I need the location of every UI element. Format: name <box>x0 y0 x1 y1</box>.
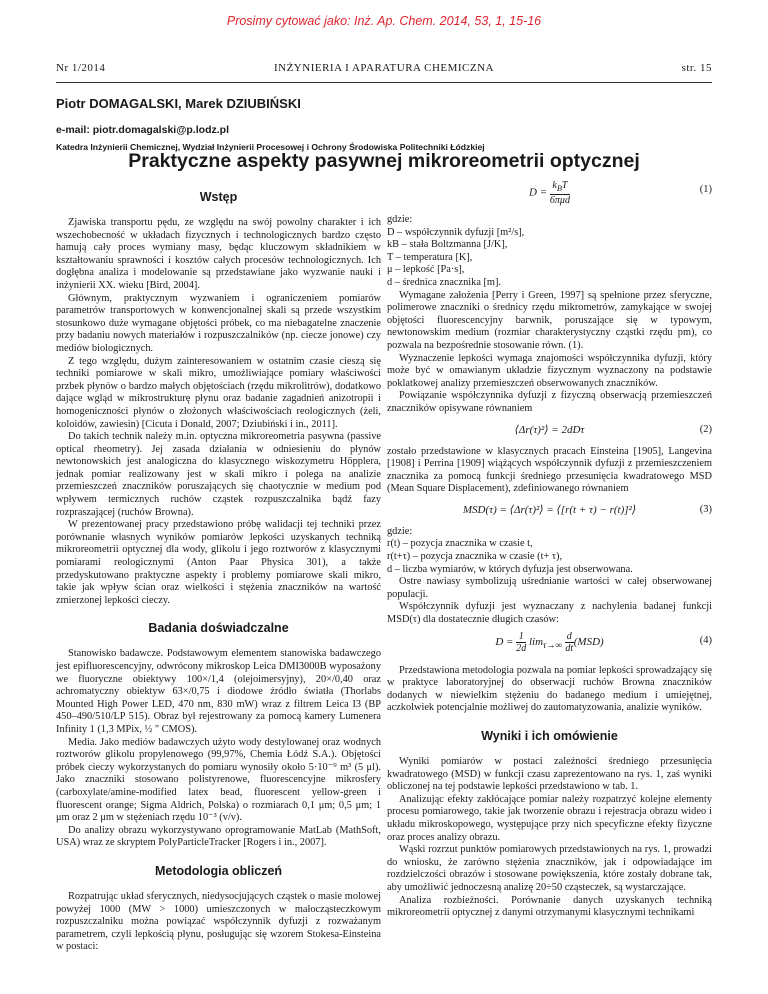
equation-number: (4) <box>699 634 712 646</box>
definition: kB – stała Boltzmanna [J/K], <box>387 239 508 251</box>
paragraph: Media. Jako mediów badawczych użyto wody destylowanej oraz wodnych roztworów glikolu propylenowego (99,97%, Chemia Łódź S.A.). Objętości próbek cieczy wykorzystanych do pomiaru wynosiły około 5·10⁻⁹ m³ (5 μl). Jako znaczniki stosowano polistyrenowe, fluorescencyjne mikrosfery (carboxylate/amine-modified latex bead, fluorescent yellow-green i fluorescent orange; Sigma Aldrich, Polska) o rozmiarach 0,1 μm; 0,5 μm; 1 μm oraz 2 μm w stężeniach rzędu 10⁻³ (v/v). <box>56 736 381 824</box>
definition: μ – lepkość [Pa·s], <box>387 264 465 276</box>
equation-2: ⟨Δr(τ)²⟩ = 2dDτ (2) <box>514 423 712 436</box>
paragraph: Zjawiska transportu pędu, ze względu na swój powolny charakter i ich wszechobecność w układach fizycznych i technologicznych bardzo często hamują cały proces wymiany masy, będąc kluczowym składnikiem w kształtowaniu sprawności i kosztów całych procesów technologicznych. Ich dogłębna analiza i modelowanie są przedstawiane jako wyzwanie nauki i inżynierii XX. wieku [Bird, 2004]. <box>56 217 381 291</box>
equation-1: D = $\frac{k_BT}{\text{6πμd}}$ (1) <box>529 180 712 206</box>
paragraph: Rozpatrując układ sferycznych, niedysocjujących cząstek o masie molowej powyżej 1000 (MW > 1000) umieszczonych w małocząsteczkowym rozpuszczalniku można powiązać współczynnik dyfuzji z rozważanym parametrem, czyli lepkością płynu, posługując się wzorem Stokesa-Einsteina w postaci: <box>56 890 381 953</box>
equation-number: (1) <box>699 184 712 195</box>
equation-3: MSD(τ) = ⟨Δr(τ)²⟩ = ⟨[r(t + τ) − r(t)]²⟩ (3) <box>462 503 712 516</box>
definition: d – liczba wymiarów, w których dyfuzja jest obserwowana. <box>387 563 633 575</box>
paragraph: Do takich technik należy m.in. optyczna mikroreometria pasywna (passive optical rheometry). Jej zasada działania w odniesieniu do płynów newtonowskich jest analogiczna do klasycznego wiskozymetru Höpplera, jednak pomiar realizowany jest w skali mikro i polega na analizie przemieszczeń znaczników poruszających się chaotycznie w medium pod wpływem termicznych ruchów cząstek rozpuszczalnika bądź fazy rozpraszającej (ruchów Browna). <box>56 431 381 518</box>
equation-number: (3) <box>699 503 712 515</box>
paragraph: Wyznaczenie lepkości wymaga znajomości współczynnika dyfuzji, który może być w omawianym układzie fizycznym wyznaczony na podstawie poklatkowej analizy przemieszczeń obserwowanych znaczników. <box>387 352 712 389</box>
paper-title: Praktyczne aspekty pasywnej mikroreometrii optycznej <box>128 150 640 172</box>
equation-4: D = $\frac{1}{2d}$ $\lim_{\tau\to\infty}$ $\frac{d}{dt}$ (MSD) (4) <box>495 630 712 654</box>
definition: D – współczynnik dyfuzji [m²/s], <box>387 226 525 238</box>
journal-name: INŻYNIERIA I APARATURA CHEMICZNA <box>273 62 495 74</box>
citation-note: Prosimy cytować jako: Inż. Ap. Chem. 2014, 53, 1, 15-16 <box>226 14 542 28</box>
paragraph: Analiza rozbieżności. Porównanie danych uzyskanych techniką mikroreometrii optycznej z danymi otrzymanymi klasycznymi technikami <box>387 894 712 919</box>
paragraph: Wąski rozrzut punktów pomiarowych przedstawionych na rys. 1, prowadzi do wniosku, że zarówno stężenia znaczników, jak i odpowiadające im rozdzielczości obrazów i stosowane powiększenia, które zostały dobrane tak, aby umożliwić jednoczesną analizę 20÷50 cząsteczek, są wystarczające. <box>387 844 712 893</box>
paragraph: Z tego względu, dużym zainteresowaniem w ostatnim czasie cieszą się techniki pomiarowe w skali mikro, umożliwiające pomiary właściwości przbek płynów o bardzo małych objętościach (rzędu mikrolitrów), dodatkowo dające wgląd w mikrostrukturę płynu oraz badanie zagadnień anizotropii i homogeniczności płynów o złożonych właściwościach reologicznych (żeli, koloidów, zawiesin) [Cicuta i Donald, 2007; Dziubiński i in., 2011]. <box>56 355 381 430</box>
paragraph: Analizując efekty zakłócające pomiar należy rozpatrzyć kolejne elementy procesu pomiarowego, takie jak tworzenie obrazu i rejestracja obrazu wideo i układu mikroskopowego, występujące przy nich specyficzne efekty fizyczne oraz proces analizy obrazu. <box>387 793 712 843</box>
authors: Piotr DOMAGALSKI, Marek DZIUBIŃSKI <box>56 96 301 111</box>
right-column <box>387 176 712 920</box>
paragraph: Współczynnik dyfuzji jest wyznaczany z nachylenia badanej funkcji MSD(τ) dla dostatecznie długich czasów: <box>387 601 712 626</box>
issue-number: Nr 1/2014 <box>56 62 106 74</box>
header-rule <box>56 82 712 83</box>
paragraph: Głównym, praktycznym wyzwaniem i ograniczeniem pomiarów parametrów transportowych w konwencjonalnej skali są przede wszystkim stosunkowo duże wymagane objętości próbek, co ma niebagatelne znaczenie przy badaniu nowych materiałów i rozpuszczalników (np. ciecze jonowe) czy mediów biologicznych. <box>56 292 381 354</box>
paragraph: Przedstawiona metodologia pozwala na pomiar lepkości sprowadzający się w praktyce laboratoryjnej do obserwacji ruchów Browna znaczników dodanych w niewielkim stężeniu do badanego medium i umiejętnej, aczkolwiek potencjalnie możliwej do zautomatyzowania, analizie wyników. <box>387 664 712 714</box>
paragraph: Wymagane założenia [Perry i Green, 1997] są spełnione przez sferyczne, polimerowe znaczniki o średnicy rzędu mikrometrów, zamykające w swojej objętości fluorescencyjny barwnik, poruszające się w typowym, newtonowskim medium (rozmiar charakterystyczny cząstki rzędu pm), co pozwala na bezpośrednie stosowanie równ. (1). <box>387 289 712 351</box>
paragraph: Powiązanie współczynnika dyfuzji z fizyczną obserwacją przemieszczeń znaczników opisywane równaniem <box>387 390 712 414</box>
paragraph: Ostre nawiasy symbolizują uśrednianie wartości w całej obserwowanej populacji. <box>387 576 712 600</box>
page-number: str. 15 <box>681 62 712 74</box>
heading-wyniki: Wyniki i ich omówienie <box>481 729 618 743</box>
author-email: e-mail: piotr.domagalski@p.lodz.pl <box>56 124 230 136</box>
paragraph: Wyniki pomiarów w postaci zależności średniego przesunięcia kwadratowego (MSD) w funkcji czasu zaprezentowano na rys. 1, zaś wyniki obliczonej na tej podstawie lepkości przedstawiono w tab. 1. <box>387 756 712 793</box>
heading-metodologia: Metodologia obliczeń <box>154 863 283 878</box>
definition: r(t+τ) – pozycja znacznika w czasie (t+ τ), <box>387 551 563 563</box>
definition: d – średnica znacznika [m]. <box>387 276 502 288</box>
affiliation: Katedra Inżynierii Chemicznej, Wydział Inżynierii Procesowej i Ochrony Środowiska Politechniki Łódzkiej <box>56 142 485 152</box>
heading-badania: Badania doświadczalne <box>148 621 289 636</box>
paragraph: gdzie: <box>387 214 413 225</box>
paragraph: Do analizy obrazu wykorzystywano oprogramowanie MatLab (MathSoft, USA) wraz ze skryptem PolyParticleTracker [Rogers i in., 2007]. <box>56 824 381 849</box>
paragraph: Stanowisko badawcze. Podstawowym elementem stanowiska badawczego jest epifluorescencyjny, odwrócony mikroskop Leica DMI3000B wyposażony we fluoryczne obiektywy 100×/1,4 (olejoimersyjny), 20×/0,40 oraz achromatyczny obiektyw 63×/0,75 i diodowe źródło światła (Thorlabs Mounted High Power LED, 470 nm, 830 mW) wraz z filtrem Leica I3 (BP 450–490/510/LP 515). Obraz był rejestrowany za pomocą kamery Lumenera Infinity 1 (1,3 MPix, ½ " CMOS). <box>56 648 381 735</box>
paragraph: W prezentowanej pracy przedstawiono próbę walidacji tej techniki przez porównanie własnych wyników pomiarów lepkości uzyskanych techniką mikroreometrii optycznej dla wody, glikolu i jego roztworów z klasycznymi pomiarami reologicznymi (Anton Paar Physica 301), a także przedyskutowano praktyczne aspekty i problemy pomiarowe skali mikro, takie jak wpływ ścian oraz wielkości i stężenia znaczników na wartość zmierzonej lepkości cieczy. <box>56 519 381 606</box>
heading-wstep: Wstęp <box>199 190 238 204</box>
definition: T – temperatura [K], <box>387 251 473 263</box>
definition: r(t) – pozycja znacznika w czasie t, <box>387 538 533 550</box>
paragraph: gdzie: <box>387 525 413 537</box>
paragraph: zostało przedstawione w klasycznych pracach Einsteina [1905], Langevina [1908] i Perrina [1909] wiążących współczynnik dyfuzji z przemieszczeniem znacznika za pomocą funkcji średniego przesunięcia kwadratowego MSD (Mean Square Displacement), zdefiniowanego równaniem <box>387 445 712 495</box>
left-column <box>56 190 381 954</box>
equation-number: (2) <box>699 423 712 435</box>
